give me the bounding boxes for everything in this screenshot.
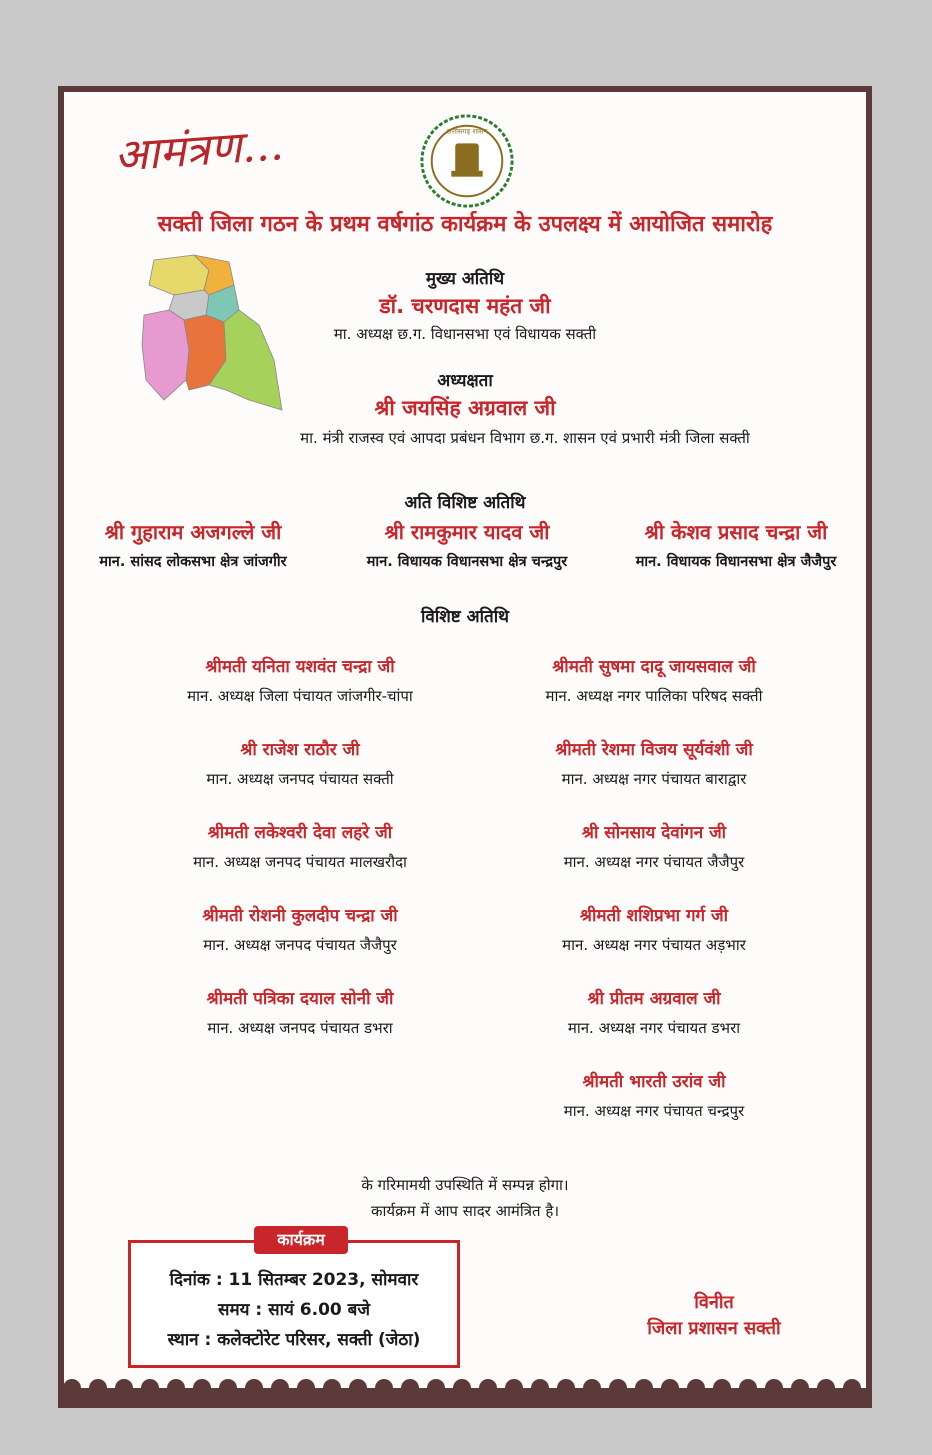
special-guest-designation: मान. अध्यक्ष नगर पंचायत जैजैपुर [563, 853, 745, 871]
special-guest-designation: मान. अध्यक्ष नगर पंचायत बाराद्वार [561, 770, 747, 788]
special-guest-designation: मान. अध्यक्ष नगर पंचायत चन्द्रपुर [563, 1102, 745, 1120]
scallop-shape [739, 1379, 757, 1397]
special-guest-name: श्रीमती सुषमा दादू जायसवाल जी [552, 657, 756, 677]
invitation-body [64, 92, 866, 1402]
scallop-shape [89, 1379, 107, 1397]
vip-guest-designation: मान. विधायक विधानसभा क्षेत्र चन्द्रपुर [366, 554, 568, 570]
special-guest [110, 986, 490, 1038]
special-guest-name: श्रीमती भारती उरांव जी [582, 1072, 726, 1092]
invite-heading: आमंत्रण... [112, 119, 286, 182]
special-guest-name: श्रीमती रेशमा विजय सूर्यवंशी जी [555, 740, 753, 760]
decorative-border [64, 1374, 866, 1402]
program-venue: स्थान : कलेक्टोरेट परिसर, सक्ती (जेठा) [167, 1330, 421, 1350]
closing-line-2: कार्यक्रम में आप सादर आमंत्रित है। [370, 1202, 560, 1220]
presidency-designation: मा. मंत्री राजस्व एवं आपदा प्रबंधन विभाग छ.ग. शासन एवं प्रभारी मंत्री जिला सक्ती [300, 429, 750, 447]
scallop-shape [583, 1379, 601, 1397]
program-label: कार्यक्रम [254, 1226, 348, 1254]
special-guest [464, 820, 844, 872]
scallop-shape [349, 1379, 367, 1397]
scallop-shape [271, 1379, 289, 1397]
scallop-shape [635, 1379, 653, 1397]
scallop-shape [765, 1379, 783, 1397]
special-guest [110, 654, 490, 706]
scallop-shape [375, 1379, 393, 1397]
special-guest [464, 654, 844, 706]
scallop-shape [297, 1379, 315, 1397]
special-guest-name: श्री राजेश राठौर जी [240, 740, 360, 760]
scallop-shape [193, 1379, 211, 1397]
special-guest-designation: मान. अध्यक्ष जनपद पंचायत डभरा [207, 1019, 393, 1037]
event-headline: सक्ती जिला गठन के प्रथम वर्षगांठ कार्यक्रम के उपलक्ष्य में आयोजित समारोह [157, 212, 773, 237]
scallop-shape [141, 1379, 159, 1397]
program-box [128, 1240, 460, 1368]
government-emblem [418, 112, 516, 210]
special-guest-name: श्री प्रीतम अग्रवाल जी [587, 989, 721, 1009]
vip-guest-2 [332, 518, 602, 571]
scallop-shape [245, 1379, 263, 1397]
closing-line-1: के गरिमामयी उपस्थिति में सम्पन्न होगा। [361, 1176, 569, 1194]
vip-guest-designation: मान. विधायक विधानसभा क्षेत्र जैजैपुर [635, 554, 837, 570]
scallop-shape [557, 1379, 575, 1397]
chief-guest-name: डॉ. चरणदास महंत जी [379, 294, 551, 318]
special-guest-designation: मान. अध्यक्ष नगर पंचायत डभरा [567, 1019, 741, 1037]
vip-guest-name: श्री रामकुमार यादव जी [384, 520, 550, 544]
vip-guest-name: श्री गुहाराम अजगल्ले जी [104, 520, 282, 544]
special-guest-title: विशिष्ट अतिथि [420, 607, 509, 627]
special-guest [110, 820, 490, 872]
special-guest-name: श्रीमती पत्रिका दयाल सोनी जी [206, 989, 394, 1009]
vip-title: अति विशिष्ट अतिथि [404, 493, 526, 513]
special-guest-name: श्रीमती शशिप्रभा गर्ग जी [579, 906, 729, 926]
special-guest-designation: मान. अध्यक्ष नगर पालिका परिषद सक्ती [545, 687, 763, 705]
special-guest-designation: मान. अध्यक्ष नगर पंचायत अड़भार [562, 936, 746, 954]
special-guest-name: श्रीमती यनिता यशवंत चन्द्रा जी [205, 657, 395, 677]
special-guest [464, 1069, 844, 1121]
scallop-shape [661, 1379, 679, 1397]
scallop-shape [817, 1379, 835, 1397]
signature-line-1: विनीत [694, 1292, 734, 1313]
presidency-name: श्री जयसिंह अग्रवाल जी [374, 396, 556, 420]
vip-guest-1 [68, 518, 318, 571]
special-guest-name: श्रीमती लकेश्वरी देवा लहरे जी [207, 823, 393, 843]
scallop-shape [167, 1379, 185, 1397]
special-guest [110, 903, 490, 955]
special-guest-designation: मान. अध्यक्ष जिला पंचायत जांजगीर-चांपा [187, 687, 413, 705]
vip-guest-name: श्री केशव प्रसाद चन्द्रा जी [644, 520, 828, 544]
closing-text [64, 1172, 866, 1224]
special-guest-name: श्री सोनसाय देवांगन जी [581, 823, 727, 843]
scallop-shape [687, 1379, 705, 1397]
scallop-shape [505, 1379, 523, 1397]
scallop-shape [791, 1379, 809, 1397]
scallop-shape [479, 1379, 497, 1397]
program-time: समय : सायं 6.00 बजे [217, 1300, 370, 1320]
scallop-shape [401, 1379, 419, 1397]
signature-line-2: जिला प्रशासन सक्ती [647, 1318, 781, 1339]
special-guest [110, 737, 490, 789]
scallop-shape [115, 1379, 133, 1397]
special-guest-designation: मान. अध्यक्ष जनपद पंचायत जैजैपुर [203, 936, 397, 954]
scallop-shape [323, 1379, 341, 1397]
scallop-shape [609, 1379, 627, 1397]
scallop-shape [219, 1379, 237, 1397]
scallop-shape [427, 1379, 445, 1397]
program-date: दिनांक : 11 सितम्बर 2023, सोमवार [169, 1270, 419, 1290]
special-guest [464, 986, 844, 1038]
special-guest-name: श्रीमती रोशनी कुलदीप चन्द्रा जी [202, 906, 398, 926]
scallop-shape [843, 1379, 861, 1397]
scallop-shape [453, 1379, 471, 1397]
special-guest-designation: मान. अध्यक्ष जनपद पंचायत सक्ती [206, 770, 394, 788]
scallop-shape [531, 1379, 549, 1397]
scallop-shape [713, 1379, 731, 1397]
chief-guest-title: मुख्य अतिथि [425, 269, 505, 289]
chief-guest-designation: मा. अध्यक्ष छ.ग. विधानसभा एवं विधायक सक्ती [333, 325, 597, 343]
special-guest-designation: मान. अध्यक्ष जनपद पंचायत मालखरौदा [193, 853, 407, 871]
special-guest [464, 903, 844, 955]
emblem-text: छत्तीसगढ़ शासन [446, 127, 488, 136]
presidency-title: अध्यक्षता [437, 371, 493, 391]
special-guest [464, 737, 844, 789]
invitation-card [58, 86, 872, 1408]
vip-guest-3 [608, 518, 864, 571]
vip-guest-designation: मान. सांसद लोकसभा क्षेत्र जांजगीर [99, 554, 287, 570]
